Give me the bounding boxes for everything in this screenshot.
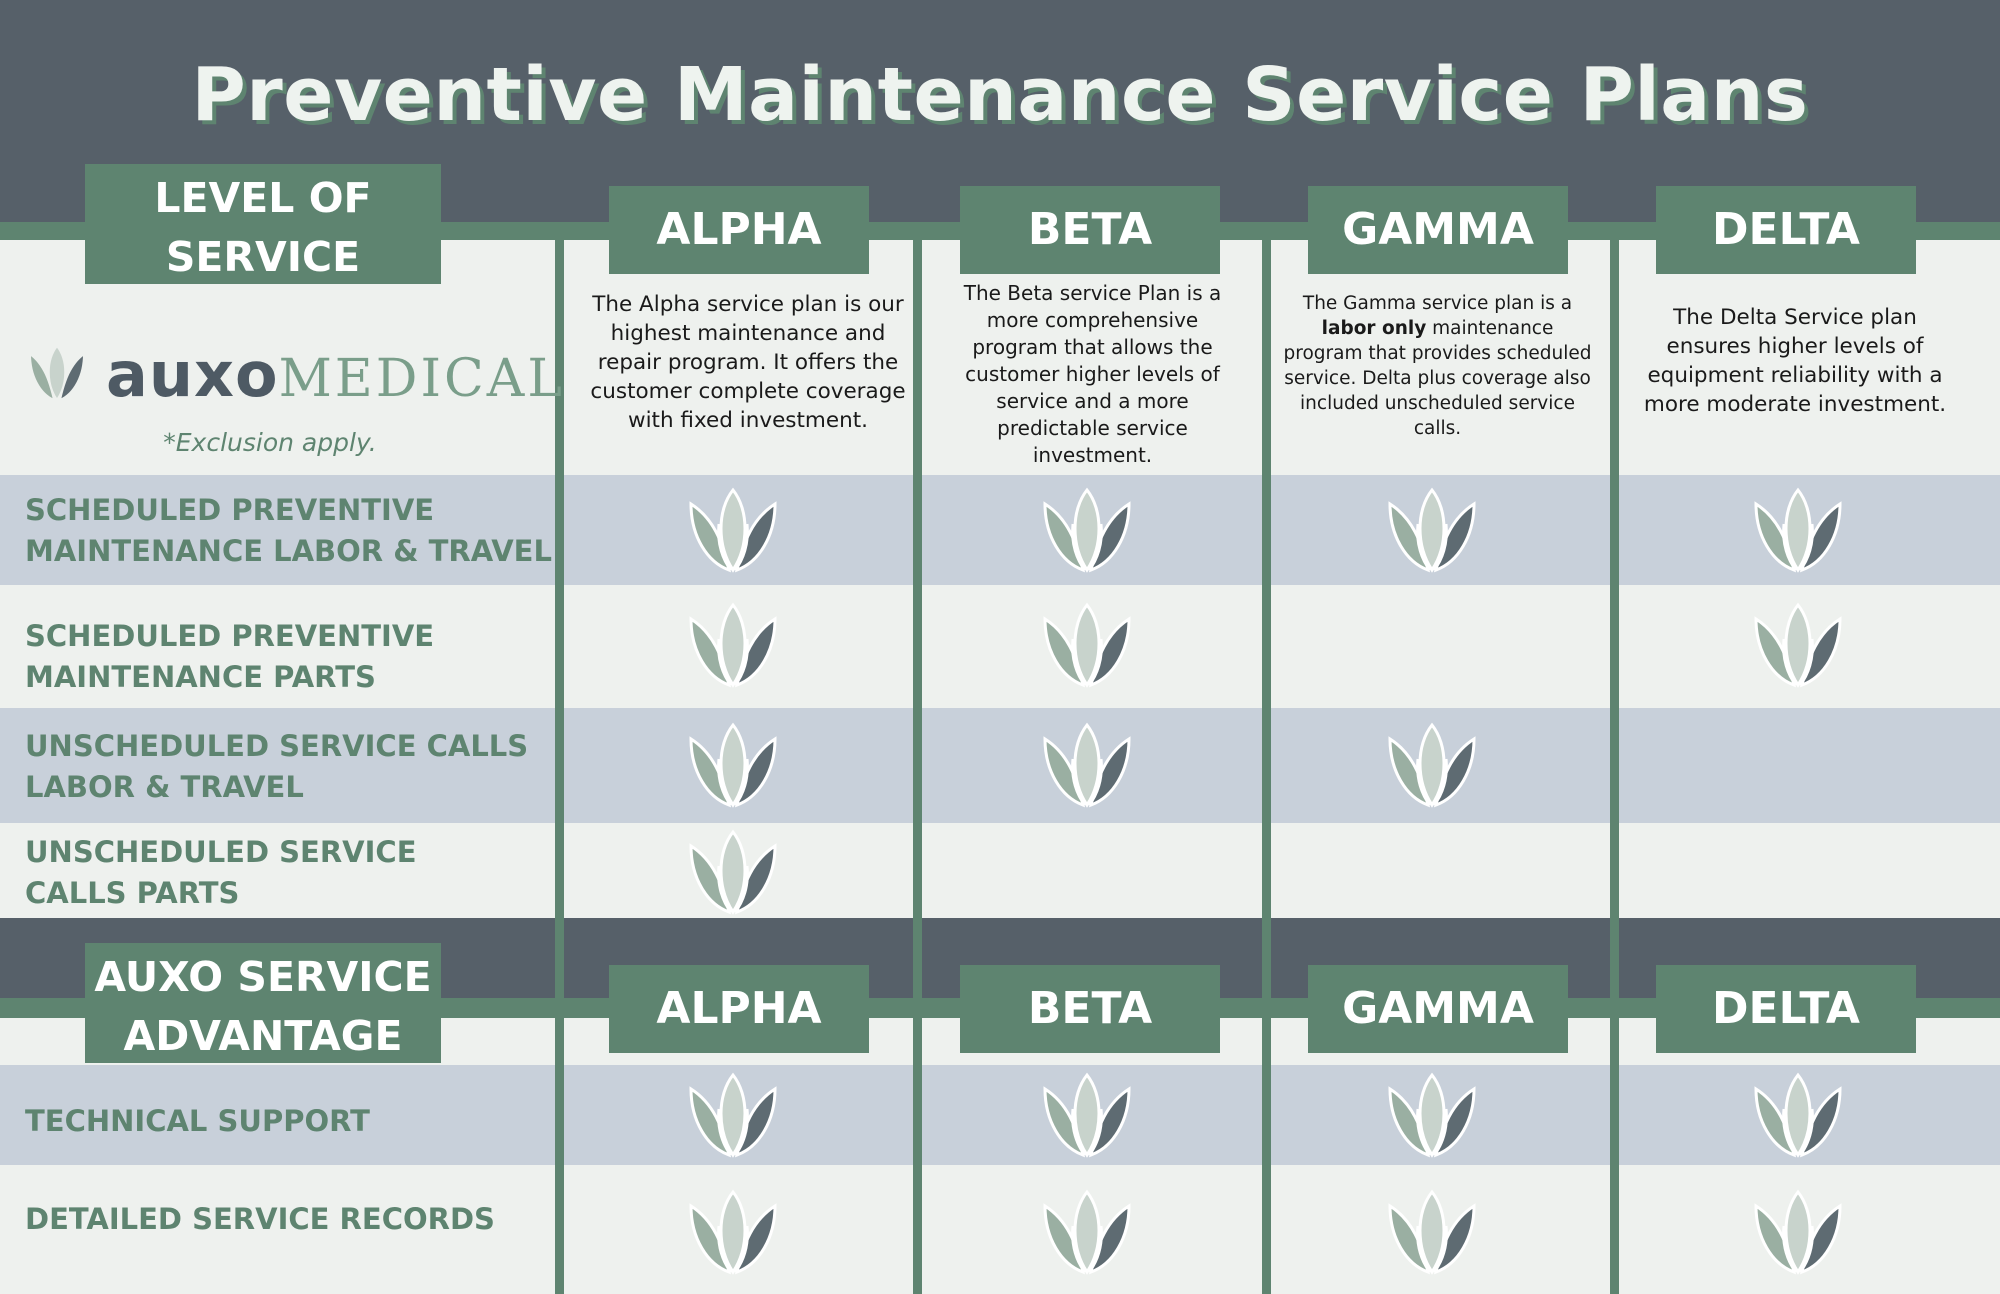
plan-description-beta: The Beta service Plan is a more comprehensive program that allows the customer higher levels of service and a more predictable service investment. bbox=[963, 281, 1222, 467]
logo-leaf-icon bbox=[24, 342, 90, 404]
lotus-check-icon bbox=[1037, 719, 1137, 811]
page-title: Preventive Maintenance Service Plans bbox=[191, 52, 1809, 138]
lotus-check-icon bbox=[1382, 1186, 1482, 1278]
lotus-check-icon bbox=[1748, 1069, 1848, 1161]
lotus-check-icon bbox=[683, 484, 783, 576]
gamma-description-part2: maintenance program that provides scheduled service. Delta plus coverage also included unscheduled service calls. bbox=[1283, 318, 1592, 439]
lotus-check-icon bbox=[1748, 484, 1848, 576]
logo-medical-text: MEDICAL bbox=[278, 349, 565, 409]
gamma-description-bold: labor only bbox=[1321, 318, 1427, 339]
lotus-check-icon bbox=[1382, 1069, 1482, 1161]
lotus-check-icon bbox=[683, 1186, 783, 1278]
plan-header-beta-2: BETA bbox=[960, 965, 1220, 1053]
lotus-check-icon bbox=[1037, 484, 1137, 576]
logo-wordmark bbox=[106, 340, 565, 414]
level-of-service-label: LEVEL OF SERVICE bbox=[85, 164, 441, 284]
lotus-check-icon bbox=[1382, 484, 1482, 576]
plan-header-gamma-2: GAMMA bbox=[1308, 965, 1568, 1053]
advantage-label-2: DETAILED SERVICE RECORDS bbox=[25, 1202, 495, 1236]
lotus-check-icon bbox=[1748, 1186, 1848, 1278]
row-label-3: UNSCHEDULED SERVICE CALLS LABOR & TRAVEL bbox=[25, 729, 529, 804]
lotus-check-icon bbox=[1382, 719, 1482, 811]
row-label-4: UNSCHEDULED SERVICE CALLS PARTS bbox=[25, 835, 417, 910]
logo-auxo-text: auxo bbox=[106, 338, 279, 411]
plan-header-delta-2: DELTA bbox=[1656, 965, 1916, 1053]
gamma-description-part1: The Gamma service plan is a bbox=[1302, 293, 1573, 314]
lotus-check-icon bbox=[683, 719, 783, 811]
row-label-2: SCHEDULED PREVENTIVE MAINTENANCE PARTS bbox=[25, 619, 435, 694]
plan-header-gamma: GAMMA bbox=[1308, 186, 1568, 274]
plan-header-beta: BETA bbox=[960, 186, 1220, 274]
plan-description-delta: The Delta Service plan ensures higher levels of equipment reliability with a more moderate investment. bbox=[1643, 305, 1947, 417]
column-divider-3 bbox=[1262, 240, 1271, 1294]
plan-header-alpha: ALPHA bbox=[609, 186, 869, 274]
lotus-check-icon bbox=[1037, 1186, 1137, 1278]
lotus-check-icon bbox=[1037, 1069, 1137, 1161]
lotus-check-icon bbox=[1748, 599, 1848, 691]
lotus-check-icon bbox=[1037, 599, 1137, 691]
plan-header-delta: DELTA bbox=[1656, 186, 1916, 274]
row-label-1: SCHEDULED PREVENTIVE MAINTENANCE LABOR & TRAVEL bbox=[25, 493, 552, 568]
plan-description-gamma bbox=[1280, 291, 1595, 441]
column-divider-2 bbox=[913, 240, 922, 1294]
plan-header-alpha-2: ALPHA bbox=[609, 965, 869, 1053]
column-divider-4 bbox=[1610, 240, 1619, 1294]
advantage-label-1: TECHNICAL SUPPORT bbox=[25, 1104, 370, 1138]
plan-description-alpha: The Alpha service plan is our highest maintenance and repair program. It offers the customer complete coverage with fixed investment. bbox=[590, 292, 906, 433]
lotus-check-icon bbox=[683, 826, 783, 918]
lotus-check-icon bbox=[683, 599, 783, 691]
lotus-check-icon bbox=[683, 1069, 783, 1161]
auxo-service-advantage-label: AUXO SERVICE ADVANTAGE bbox=[85, 943, 441, 1063]
exclusion-note: *Exclusion apply. bbox=[163, 428, 377, 457]
